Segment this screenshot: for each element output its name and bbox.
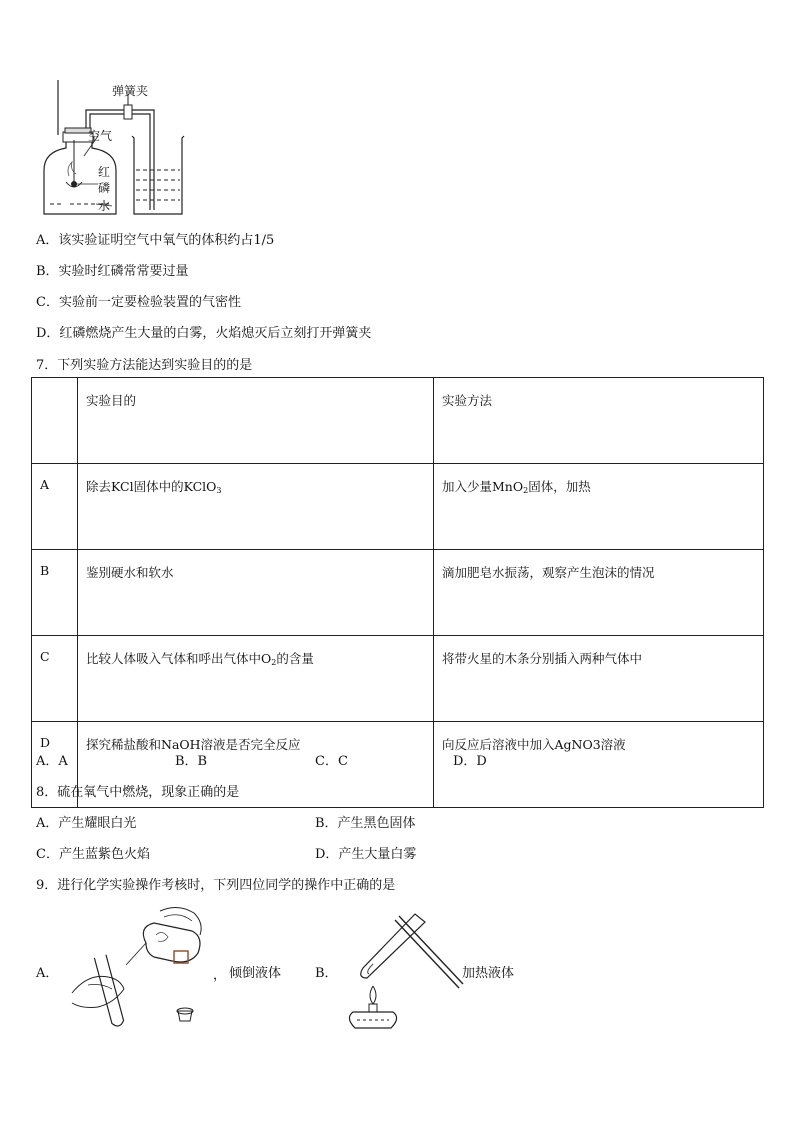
row-goal: [78, 636, 434, 722]
row-goal-text: 除去KCl固体中的KClO: [86, 479, 217, 494]
experiment-table: [31, 377, 764, 808]
row-method-text: 加入少量MnO: [442, 479, 524, 494]
label-red: 红: [98, 165, 111, 179]
q8-option-c[interactable]: C．产生蓝紫色火焰: [36, 847, 150, 862]
row-label: D: [32, 722, 78, 808]
q9-a-mark: ，: [213, 968, 227, 983]
q7-stem: 7．下列实验方法能达到实验目的的是: [36, 358, 253, 373]
header-method: 实验方法: [434, 378, 764, 464]
row-goal-text-post: 的含量: [276, 651, 314, 666]
q9-stem: 9．进行化学实验操作考核时，下列四位同学的操作中正确的是: [36, 878, 396, 893]
q7-option-a[interactable]: A．A: [36, 754, 68, 769]
q6-option-b[interactable]: B．实验时红磷常常要过量: [36, 264, 189, 279]
header-goal: 实验目的: [78, 378, 434, 464]
q8-stem: 8．硫在氧气中燃烧，现象正确的是: [36, 785, 240, 800]
row-goal-text: 鉴别硬水和软水: [86, 565, 174, 580]
row-goal-subscript: 3: [216, 486, 222, 495]
q8-option-d[interactable]: D．产生大量白雾: [315, 847, 417, 862]
q8-option-b[interactable]: B．产生黑色固体: [315, 816, 416, 831]
label-clip: 弹簧夹: [112, 84, 149, 98]
row-method-subscript: 2: [523, 486, 529, 495]
table-header-row: [32, 378, 764, 464]
q7-option-c[interactable]: C．C: [315, 754, 348, 769]
q6-option-c[interactable]: C．实验前一定要检验装置的气密性: [36, 295, 241, 310]
row-label: A: [32, 464, 78, 550]
q9-b-caption: 加热液体: [462, 966, 515, 981]
row-goal-text: 比较人体吸入气体和呼出气体中O: [86, 651, 272, 666]
apparatus-figure: [36, 80, 196, 220]
q9-option-a[interactable]: A．: [36, 966, 59, 981]
table-row: [32, 464, 764, 550]
q8-option-a[interactable]: A．产生耀眼白光: [36, 816, 137, 831]
heating-liquid-figure: [335, 908, 465, 1033]
row-goal-subscript: 2: [271, 658, 277, 667]
row-method: [434, 636, 764, 722]
label-air: 空气: [88, 129, 113, 143]
row-method-text-post: 固体，加热: [528, 479, 591, 494]
q7-option-d[interactable]: D．D: [453, 754, 487, 769]
q7-option-b[interactable]: B．B: [175, 754, 208, 769]
header-cell-empty: [32, 378, 78, 464]
row-method: [434, 464, 764, 550]
row-method: [434, 550, 764, 636]
pouring-liquid-figure: [68, 903, 218, 1033]
q6-option-a[interactable]: A．该实验证明空气中氧气的体积约占1/5: [36, 233, 275, 248]
q9-option-b[interactable]: B．: [315, 966, 338, 981]
row-label: C: [32, 636, 78, 722]
q6-option-d[interactable]: D．红磷燃烧产生大量的白雾，火焰熄灭后立刻打开弹簧夹: [36, 326, 372, 341]
row-goal: [78, 464, 434, 550]
table-row: [32, 636, 764, 722]
q9-a-caption: 倾倒液体: [229, 966, 282, 981]
row-label: B: [32, 550, 78, 636]
row-goal: [78, 550, 434, 636]
row-method-text: 向反应后溶液中加入AgNO3溶液: [442, 737, 626, 752]
table-row: [32, 550, 764, 636]
label-water: 水: [98, 199, 111, 213]
label-phosphorus: 磷: [98, 181, 111, 195]
row-method-text: 滴加肥皂水振荡，观察产生泡沫的情况: [442, 565, 655, 580]
row-method-text: 将带火星的木条分别插入两种气体中: [442, 651, 643, 666]
row-goal-text: 探究稀盐酸和NaOH溶液是否完全反应: [86, 737, 301, 752]
